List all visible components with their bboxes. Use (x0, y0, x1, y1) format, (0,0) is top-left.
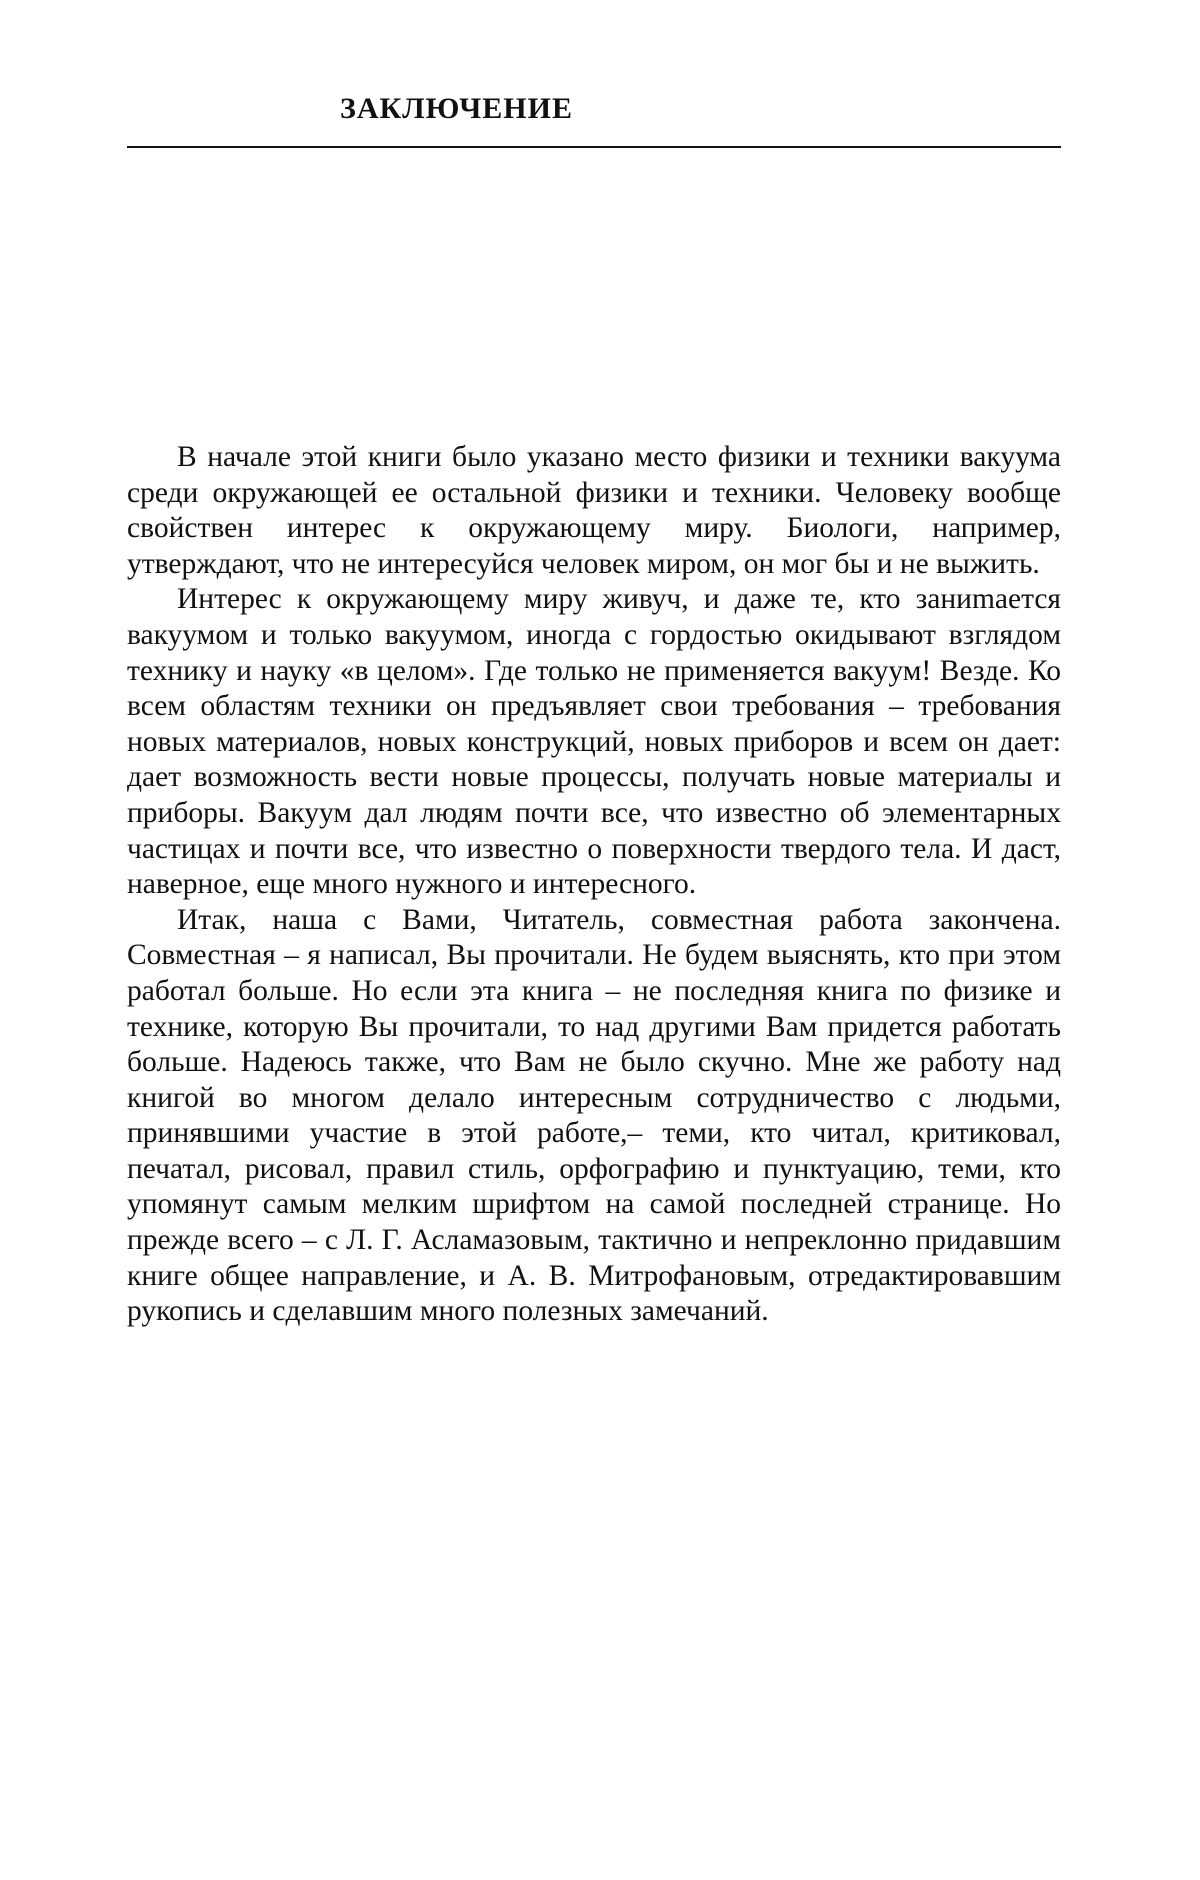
paragraph-1: В начале этой книги было указано место физики и техники вакуума среди окружающей ее остальной физики и техники. Человеку вообще свойствен интерес к окружающему миру. Биологи, например, утверждают, что не интересуйся человек миром, он мог бы и не выжить. (127, 440, 1061, 582)
book-page (0, 0, 1200, 1880)
chapter-title: ЗАКЛЮЧЕНИЕ (340, 92, 573, 126)
title-divider (127, 146, 1061, 148)
body-text (127, 440, 1061, 1330)
paragraph-2: Интерес к окружающему миру живуч, и даже те, кто зани­mается вакуумом и только вакуумом, иногда с гордостью окидывают взглядом технику и науку «в целом». Где только не применяется вакуум! Везде. Ко всем областям техники он предъявляет свои требования – требования новых материалов, новых конструкций, новых приборов и всем он дает: дает возможность вести новые процессы, получать новые мате­риалы и приборы. Вакуум дал людям почти все, что известно об элементарных частицах и почти все, что известно о поверхности твердого тела. И даст, наверное, еще много нужного и интересного. (127, 582, 1061, 902)
paragraph-3: Итак, наша с Вами, Читатель, совместная работа закон­чена. Совместная – я написал, Вы прочитали. Не будем выяснять, кто при этом работал больше. Но если эта книга – не последняя книга по физике и технике, которую Вы прочи­тали, то над другими Вам придется работать больше. Надеюсь также, что Вам не было скучно. Мне же работу над книгой во многом делало интересным сотрудничество с людьми, принявшими участие в этой работе,– теми, кто читал, критиковал, печатал, рисовал, правил стиль, орфогра­фию и пунктуацию, теми, кто упомянут самым мелким шрифтом на самой последней странице. Но прежде всего – с Л. Г. Асламазовым, тактично и непреклонно придавшим книге общее направление, и А. В. Митрофановым, отредак­тировавшим рукопись и сделавшим много полезных замечаний. (127, 903, 1061, 1330)
